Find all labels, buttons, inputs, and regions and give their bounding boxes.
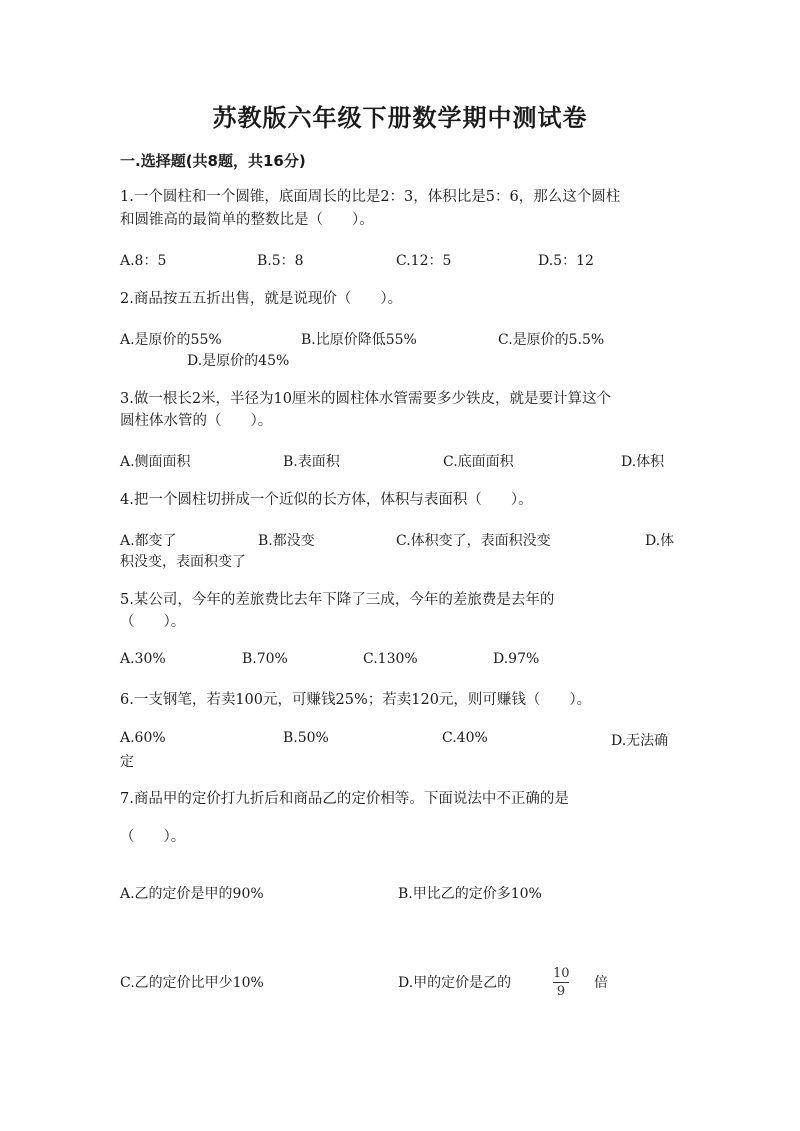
q5-option-a: A.30% xyxy=(120,651,166,667)
q3-option-b: B.表面积 xyxy=(283,454,340,470)
q5-option-d: D.97% xyxy=(493,651,540,667)
q1-option-d: D.5：12 xyxy=(538,253,594,269)
q5-option-c: C.130% xyxy=(363,651,418,667)
section-heading: 一.选择题(共8题，共16分) xyxy=(120,152,306,170)
q3-option-a: A.侧面面积 xyxy=(120,454,191,470)
q4-option-d: D.体 xyxy=(645,533,675,549)
q3-option-c: C.底面面积 xyxy=(443,454,514,470)
question-3-line-1: 3.做一根长2米，半径为10厘米的圆柱体水管需要多少铁皮，就是要计算这个 xyxy=(120,391,612,407)
q3-option-d: D.体积 xyxy=(621,454,665,470)
q4-option-b: B.都没变 xyxy=(258,533,315,549)
question-1-line-2: 和圆锥高的最简单的整数比是（ ）。 xyxy=(120,212,374,228)
question-7-line-2: （ ）。 xyxy=(120,829,186,845)
q7-option-d: D.甲的定价是乙的 xyxy=(398,975,512,991)
fraction-ten-ninths xyxy=(553,966,569,999)
q7-option-a: A.乙的定价是甲的90% xyxy=(120,886,264,902)
q6-option-d-cont: 定 xyxy=(120,754,134,770)
q2-option-b: B.比原价降低55% xyxy=(301,332,417,348)
page-title: 苏教版六年级下册数学期中测试卷 xyxy=(212,104,588,132)
q7-option-c: C.乙的定价比甲少10% xyxy=(120,975,264,991)
question-2-line-1: 2.商品按五五折出售，就是说现价（ ）。 xyxy=(120,291,403,307)
question-1-line-1: 1.一个圆柱和一个圆锥，底面周长的比是2：3，体积比是5：6，那么这个圆柱 xyxy=(120,189,621,205)
q6-option-c: C.40% xyxy=(442,730,488,746)
question-5-line-2: （ ）。 xyxy=(120,614,186,630)
q7-option-d-suffix: 倍 xyxy=(594,975,608,991)
q2-option-d: D.是原价的45% xyxy=(187,353,290,369)
q4-option-c: C.体积变了，表面积没变 xyxy=(396,533,551,549)
fraction-bar xyxy=(553,982,569,983)
q4-option-d-cont: 积没变，表面积变了 xyxy=(120,554,246,570)
question-6-line-1: 6.一支钢笔，若卖100元，可赚钱25%；若卖120元，则可赚钱（ ）。 xyxy=(120,692,592,708)
question-7-line-1: 7.商品甲的定价打九折后和商品乙的定价相等。下面说法中不正确的是 xyxy=(120,791,569,807)
q1-option-b: B.5：8 xyxy=(257,253,304,269)
q2-option-c: C.是原价的5.5% xyxy=(498,332,605,348)
q4-option-a: A.都变了 xyxy=(120,533,177,549)
q2-option-a: A.是原价的55% xyxy=(120,332,222,348)
q6-option-d: D.无法确 xyxy=(611,733,669,749)
question-3-line-2: 圆柱体水管的（ ）。 xyxy=(120,413,273,429)
fraction-denominator: 9 xyxy=(556,984,566,999)
q5-option-b: B.70% xyxy=(242,651,288,667)
q7-option-b: B.甲比乙的定价多10% xyxy=(398,886,542,902)
q1-option-c: C.12：5 xyxy=(396,253,452,269)
question-4-line-1: 4.把一个圆柱切拼成一个近似的长方体，体积与表面积（ ）。 xyxy=(120,492,533,508)
q1-option-a: A.8：5 xyxy=(120,253,167,269)
q6-option-b: B.50% xyxy=(283,730,329,746)
q6-option-a: A.60% xyxy=(120,730,166,746)
fraction-numerator: 10 xyxy=(553,966,570,981)
question-5-line-1: 5.某公司，今年的差旅费比去年下降了三成，今年的差旅费是去年的 xyxy=(120,592,555,608)
